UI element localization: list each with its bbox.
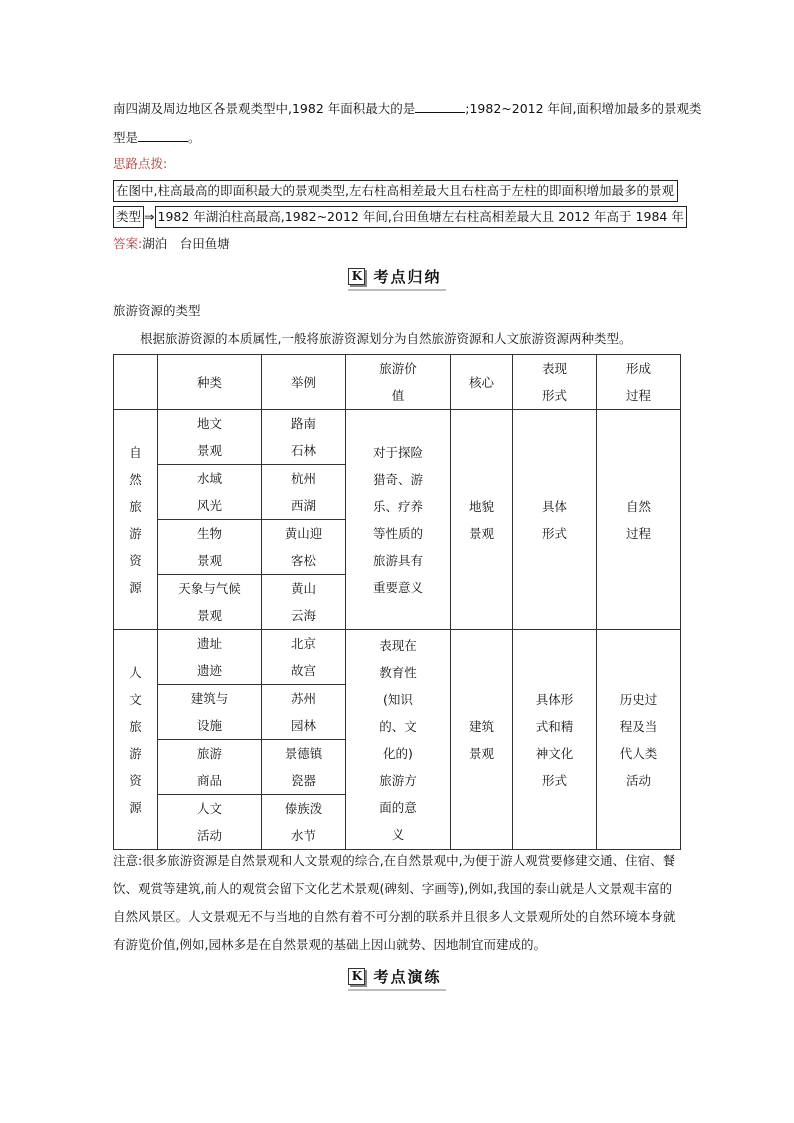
process-cell-human: 历史过程及当代人类活动 <box>597 630 681 850</box>
section-heading-practice <box>0 966 794 991</box>
example-cell: 北京故宫 <box>262 630 346 685</box>
section-title: 考点演练 <box>373 968 442 986</box>
example-cell: 黄山云海 <box>262 575 346 630</box>
intro: 根据旅游资源的本质属性,一般将旅游资源划分为自然旅游资源和人文旅游资源两种类型。 <box>140 331 632 346</box>
example-cell: 傣族泼水节 <box>262 795 346 850</box>
answer-blank-2 <box>138 129 188 142</box>
example-cell: 苏州园林 <box>262 685 346 740</box>
hint-arrow: ⇒ <box>144 209 155 224</box>
note-line-4: 有游览价值,例如,园林多是在自然景观的基础上因山就势、因地制宜而建成的。 <box>113 937 546 952</box>
header-cell: 表现形式 <box>513 355 597 410</box>
example-cell: 路南石林 <box>262 410 346 465</box>
kind-cell: 人文活动 <box>158 795 262 850</box>
hint-label: 思路点拨: <box>113 156 168 171</box>
kind-cell: 地文景观 <box>158 410 262 465</box>
kind-cell: 建筑与设施 <box>158 685 262 740</box>
answer-label: 答案: <box>113 236 143 251</box>
k-logo-icon: K <box>348 968 365 985</box>
hint-box-1: 在图中,柱高最高的即面积最大的景观类型,左右柱高相差最大且右柱高于左柱的即面积增加最多的景观 <box>113 180 678 202</box>
question-text-c: 型是 <box>113 130 139 145</box>
example-cell: 黄山迎客松 <box>262 520 346 575</box>
section-title: 考点归纳 <box>373 268 442 286</box>
kind-cell: 天象与气候景观 <box>158 575 262 630</box>
header-cell: 种类 <box>158 355 262 410</box>
kind-cell: 水域风光 <box>158 465 262 520</box>
answer-text: 湖泊 台田鱼塘 <box>142 236 230 251</box>
answer-line <box>113 231 230 257</box>
header-cell-empty <box>114 355 158 410</box>
subtitle: 旅游资源的类型 <box>113 303 201 318</box>
group-cell-natural: 自然旅游资源 <box>114 410 158 630</box>
answer-blank-1 <box>415 100 465 113</box>
tourism-resource-table <box>113 354 681 850</box>
process-cell-natural: 自然过程 <box>597 410 681 630</box>
example-cell: 景德镇瓷器 <box>262 740 346 795</box>
group-cell-human: 人文旅游资源 <box>114 630 158 850</box>
header-cell: 旅游价值 <box>346 355 451 410</box>
form-cell-natural: 具体形式 <box>513 410 597 630</box>
kind-cell: 旅游商品 <box>158 740 262 795</box>
value-cell-natural: 对于探险猎奇、游乐、疗养等性质的旅游具有重要意义 <box>346 410 451 630</box>
header-cell: 核心 <box>451 355 513 410</box>
section-heading-summary <box>0 266 794 291</box>
form-cell-human: 具体形式和精神文化形式 <box>513 630 597 850</box>
question-line-2 <box>113 125 201 151</box>
value-cell-human: 表现在教育性(知识的、文化的)旅游方面的意义 <box>346 630 451 850</box>
header-cell: 举例 <box>262 355 346 410</box>
note-line-1: 注意:很多旅游资源是自然景观和人文景观的综合,在自然景观中,为便于游人观赏要修建交通、住宿、餐 <box>113 853 676 868</box>
example-cell: 杭州西湖 <box>262 465 346 520</box>
hint-box-2b: 1982 年湖泊柱高最高,1982~2012 年间,台田鱼塘左右柱高相差最大且 2012 年高于 1984 年 <box>155 206 687 228</box>
k-logo-icon: K <box>348 268 365 285</box>
note-line-2: 饮、观赏等建筑,前人的观赏会留下文化艺术景观(碑刻、字画等),例如,我国的泰山就是人文景观丰富的 <box>113 881 673 896</box>
question-text-d: 。 <box>188 130 201 145</box>
hint-line-2 <box>113 204 687 230</box>
note-line-3: 自然风景区。人文景观无不与当地的自然有着不可分割的联系并且很多人文景观所处的自然环境本身就 <box>113 909 676 924</box>
table-header-row <box>114 355 681 410</box>
core-cell-human: 建筑景观 <box>451 630 513 850</box>
table-row <box>114 630 681 685</box>
header-cell: 形成过程 <box>597 355 681 410</box>
hint-box-2a: 类型 <box>113 206 144 228</box>
question-line-1 <box>113 96 702 122</box>
table-row <box>114 410 681 465</box>
question-text-b: ;1982~2012 年间,面积增加最多的景观类 <box>465 101 702 116</box>
kind-cell: 遗址遗迹 <box>158 630 262 685</box>
core-cell-natural: 地貌景观 <box>451 410 513 630</box>
question-text-a: 南四湖及周边地区各景观类型中,1982 年面积最大的是 <box>113 101 416 116</box>
kind-cell: 生物景观 <box>158 520 262 575</box>
